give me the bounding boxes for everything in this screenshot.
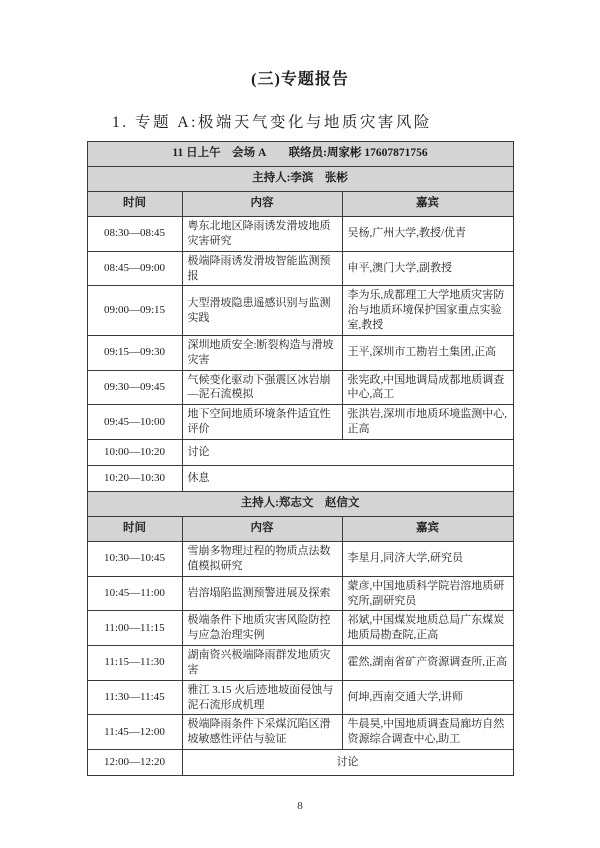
- guest-cell: 霍然,湖南省矿产资源调查所,正高: [342, 646, 513, 681]
- session-header-cell: 11 日上午 会场 A 联络员:周家彬 17607871756: [87, 142, 513, 167]
- table-row: [87, 142, 513, 167]
- time-cell: 08:30—08:45: [87, 217, 182, 252]
- page-number: 8: [297, 800, 303, 812]
- table-row: [87, 611, 513, 646]
- column-header-cell: 时间: [87, 516, 182, 541]
- table-row: [87, 541, 513, 576]
- content-cell: 粤东北地区降雨诱发滑坡地质灾害研究: [182, 217, 342, 252]
- chair-header-cell: 主持人:李滨 张彬: [87, 167, 513, 192]
- column-header-cell: 内容: [182, 516, 342, 541]
- table-row: [87, 370, 513, 405]
- table-row: [87, 192, 513, 217]
- column-header-cell: 内容: [182, 192, 342, 217]
- content-cell: 雪崩多物理过程的物质点法数值模拟研究: [182, 541, 342, 576]
- guest-cell: 祁斌,中国煤炭地质总局广东煤炭地质局勘查院,正高: [342, 611, 513, 646]
- time-cell: 11:00—11:15: [87, 611, 182, 646]
- table-row: [87, 439, 513, 465]
- table-row: [87, 286, 513, 336]
- guest-cell: 李星月,同济大学,研究员: [342, 541, 513, 576]
- table-row: [87, 167, 513, 192]
- time-cell: 10:45—11:00: [87, 576, 182, 611]
- guest-cell: 牛晨昊,中国地质调查局廊坊自然资源综合调查中心,助工: [342, 715, 513, 750]
- content-cell: 深圳地质安全:断裂构造与滑坡灾害: [182, 335, 342, 370]
- time-cell: 09:00—09:15: [87, 286, 182, 336]
- guest-cell: 王平,深圳市工勘岩土集团,正高: [342, 335, 513, 370]
- time-cell: 09:15—09:30: [87, 335, 182, 370]
- table-row: [87, 335, 513, 370]
- time-cell: 11:15—11:30: [87, 646, 182, 681]
- column-header-cell: 嘉宾: [342, 516, 513, 541]
- content-cell: 极端降雨诱发滑坡智能监测预报: [182, 251, 342, 286]
- section-subtitle: 1. 专题 A:极端天气变化与地质灾害风险: [112, 114, 432, 131]
- content-cell: 大型滑坡隐患遥感识别与监测实践: [182, 286, 342, 336]
- guest-cell: 何坤,西南交通大学,讲师: [342, 680, 513, 715]
- table-row: [87, 251, 513, 286]
- guest-cell: 张洪岩,深圳市地质环境监测中心,正高: [342, 405, 513, 440]
- time-cell: 10:20—10:30: [87, 465, 182, 491]
- table-row: [87, 680, 513, 715]
- content-cell: 极端条件下地质灾害风险防控与应急治理实例: [182, 611, 342, 646]
- table-row: [87, 516, 513, 541]
- guest-cell: 蒙彦,中国地质科学院岩溶地质研究所,副研究员: [342, 576, 513, 611]
- merged-cell: 讨论: [182, 439, 513, 465]
- guest-cell: 申平,澳门大学,副教授: [342, 251, 513, 286]
- table-row: [87, 405, 513, 440]
- table-row: [87, 217, 513, 252]
- time-cell: 11:45—12:00: [87, 715, 182, 750]
- content-cell: 地下空间地质环境条件适宜性评价: [182, 405, 342, 440]
- table-row: [87, 646, 513, 681]
- time-cell: 12:00—12:20: [87, 750, 182, 776]
- content-cell: 极端降雨条件下采煤沉陷区滑坡敏感性评估与验证: [182, 715, 342, 750]
- schedule-table: [87, 141, 514, 776]
- chair-header-cell: 主持人:郑志文 赵信文: [87, 491, 513, 516]
- time-cell: 10:30—10:45: [87, 541, 182, 576]
- table-row: [87, 715, 513, 750]
- time-cell: 10:00—10:20: [87, 439, 182, 465]
- time-cell: 11:30—11:45: [87, 680, 182, 715]
- column-header-cell: 嘉宾: [342, 192, 513, 217]
- content-cell: 湖南资兴极端降雨群发地质灾害: [182, 646, 342, 681]
- guest-cell: 张宪政,中国地调局成都地质调查中心,高工: [342, 370, 513, 405]
- guest-cell: 李为乐,成都理工大学地质灾害防治与地质环境保护国家重点实验室,教授: [342, 286, 513, 336]
- time-cell: 08:45—09:00: [87, 251, 182, 286]
- time-cell: 09:45—10:00: [87, 405, 182, 440]
- guest-cell: 吴杨,广州大学,教授/优青: [342, 217, 513, 252]
- table-row: [87, 750, 513, 776]
- content-cell: 岩溶塌陷监测预警进展及探索: [182, 576, 342, 611]
- table-row: [87, 465, 513, 491]
- column-header-cell: 时间: [87, 192, 182, 217]
- schedule-table-body: [87, 142, 513, 776]
- merged-cell: 休息: [182, 465, 513, 491]
- merged-cell: 讨论: [182, 750, 513, 776]
- page-title: (三)专题报告: [251, 71, 349, 88]
- content-cell: 气候变化驱动下强震区冰岩崩—泥石流模拟: [182, 370, 342, 405]
- content-cell: 雅江 3.15 火后迹地坡面侵蚀与泥石流形成机理: [182, 680, 342, 715]
- table-row: [87, 491, 513, 516]
- time-cell: 09:30—09:45: [87, 370, 182, 405]
- table-row: [87, 576, 513, 611]
